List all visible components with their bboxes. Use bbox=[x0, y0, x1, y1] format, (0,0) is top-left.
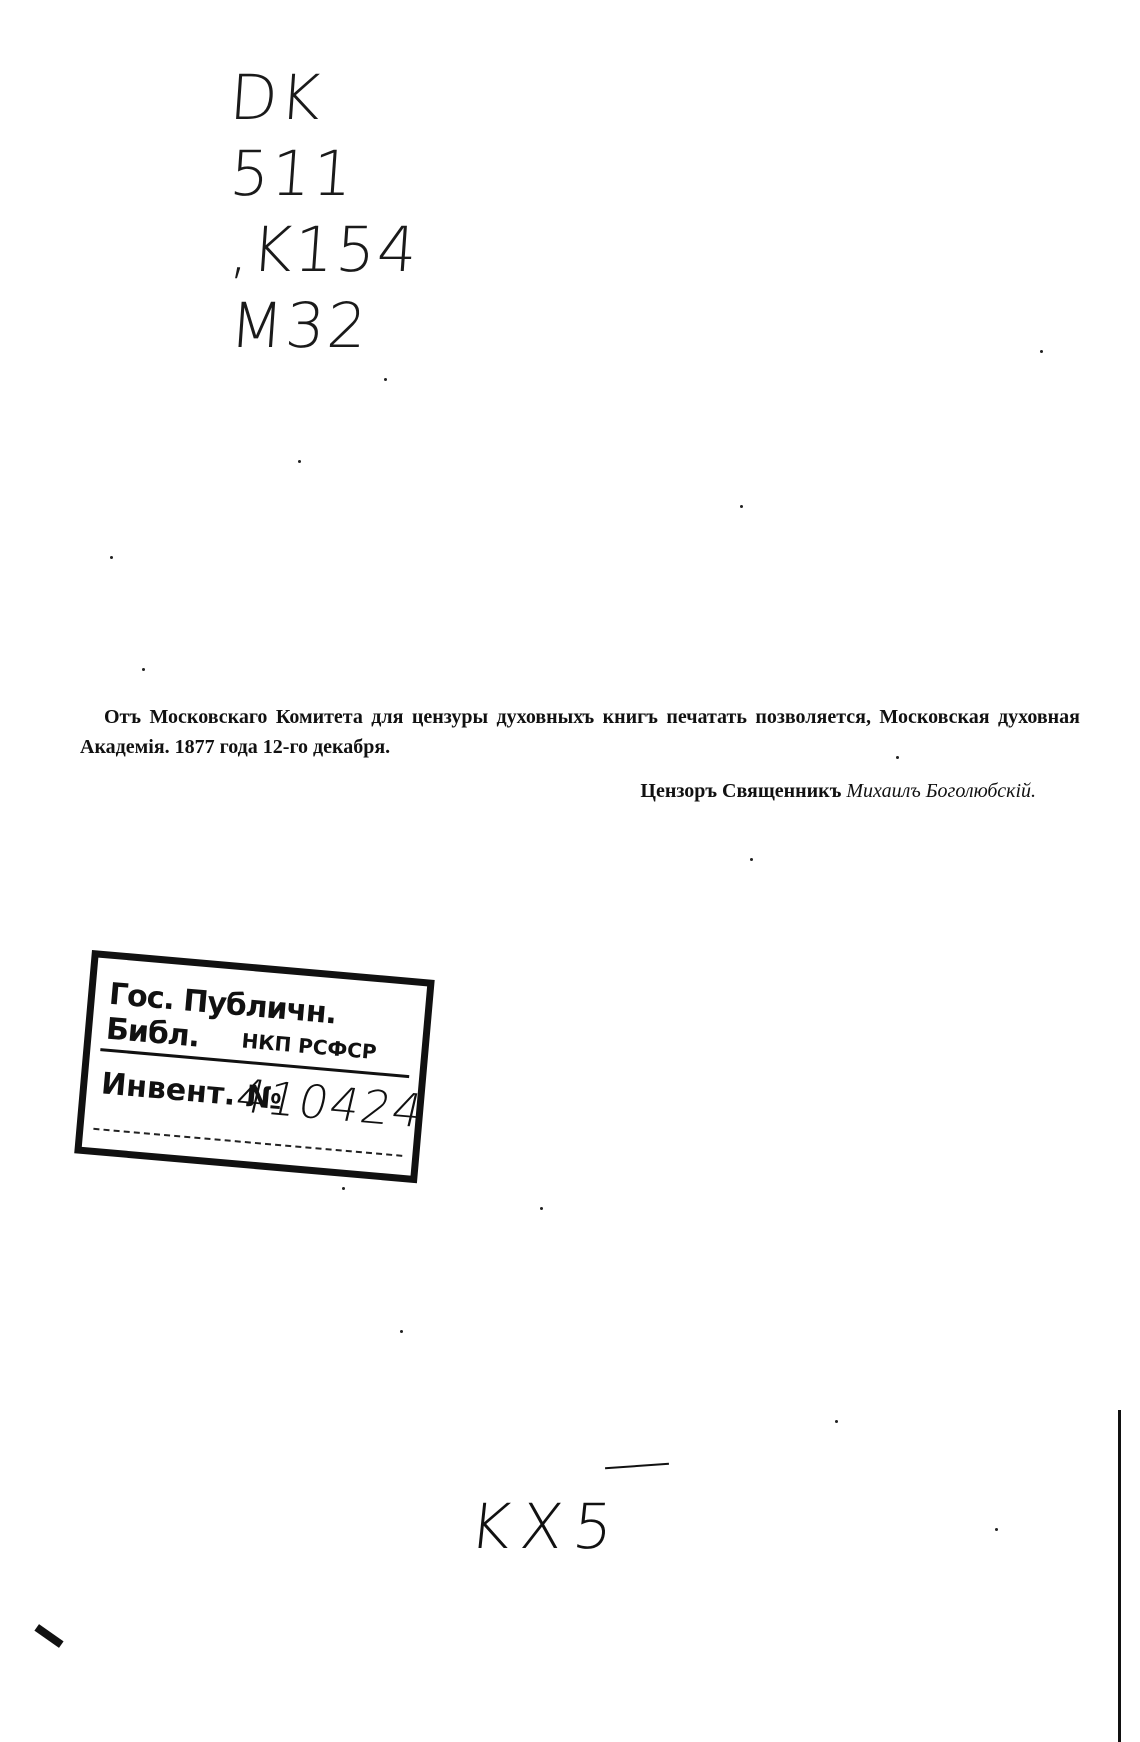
signature-prefix: Цензоръ Священникъ bbox=[640, 780, 842, 802]
ink-mark bbox=[34, 1624, 63, 1648]
call-number-line: ,K154 bbox=[227, 213, 422, 286]
speck bbox=[110, 556, 113, 559]
censorship-permission bbox=[80, 702, 1080, 762]
speck bbox=[740, 505, 743, 508]
page-edge-line bbox=[1118, 1410, 1121, 1742]
library-stamp bbox=[74, 950, 434, 1183]
speck bbox=[142, 668, 145, 671]
speck bbox=[540, 1207, 543, 1210]
speck bbox=[342, 1187, 345, 1190]
speck bbox=[995, 1528, 998, 1531]
shelf-mark-stroke bbox=[605, 1463, 669, 1469]
handwritten-call-number bbox=[227, 60, 422, 364]
signature-name: Михаилъ Боголюбскій. bbox=[846, 780, 1036, 802]
speck bbox=[400, 1330, 403, 1333]
stamp-line-1: Гос. Публичн. Библ. bbox=[104, 976, 338, 1055]
stamp-inventory-number: 410424 bbox=[230, 1068, 430, 1139]
censorship-text: Отъ Московскаго Комитета для цензуры духовныхъ книгъ печатать позволяется, Московская духовная Академія. 1877 года 12-го декабря. bbox=[80, 706, 1080, 758]
speck bbox=[750, 858, 753, 861]
speck bbox=[835, 1420, 838, 1423]
speck bbox=[298, 460, 301, 463]
speck bbox=[384, 378, 387, 381]
call-number-line: DK bbox=[227, 61, 325, 134]
censor-signature bbox=[640, 780, 1036, 803]
stamp-line-2: НКП РСФСР bbox=[240, 1028, 378, 1065]
call-number-line: 511 bbox=[227, 137, 357, 210]
stamp-line-3: Инвент. № bbox=[99, 1066, 284, 1118]
speck bbox=[896, 756, 899, 759]
call-number-line: M32 bbox=[227, 289, 371, 362]
handwritten-shelf-mark: KX5 bbox=[466, 1490, 627, 1563]
speck bbox=[1040, 350, 1043, 353]
